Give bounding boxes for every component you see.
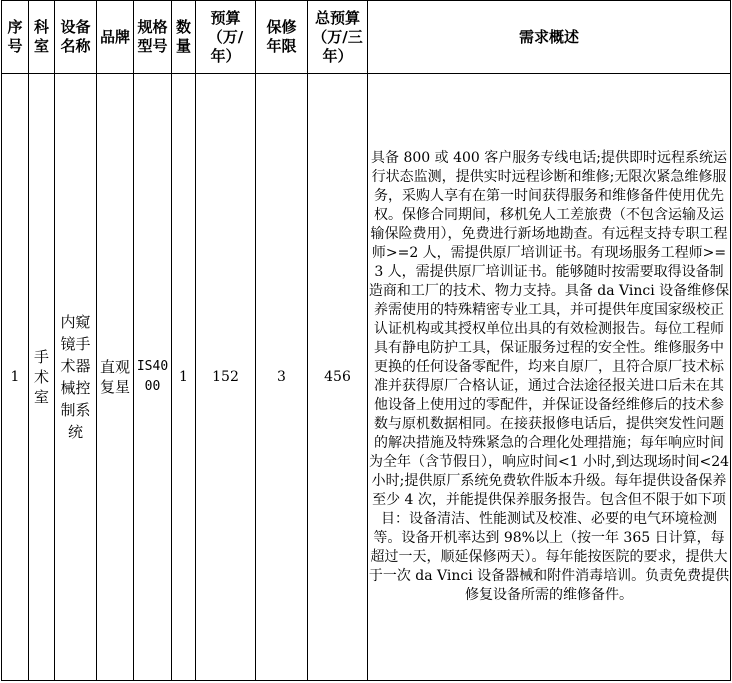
- cell-budget: 152: [196, 74, 256, 681]
- cell-summary: 具备 800 或 400 客户服务专线电话;提供即时远程系统运行状态监测，提供实时远程诊断和维修;无限次紧急维修服务，采购人享有在第一时间获得服务和维修备件使用优先权。保修合同期间，移机免人工差旅费（不包含运输及运输保险费用），免费进行新场地勘查。有远程支持专职工程师>=2 人，需提供原厂培训证书。有现场服务工程师>=3 人，需提供原厂培训证书。能够随时按需要取得设备制造商和工厂的技术、物力支持。具备 da Vinci 设备维修保养需使用的特殊精密专业工具，并可提供年度国家级校正认证机构或其授权单位出具的有效检测报告。每位工程师具有静电防护工具，保证服务过程的安全性。维修服务中更换的任何设备零配件，均来自原厂，且符合原厂技术标准并获得原厂合格认证，通过合法途径报关进口后未在其他设备上使用过的零配件，并保证设备经维修后的技术参数与原机数据相同。在接获报修电话后，提供突发性问题的解决措施及特殊紧急的合理化处理措施；每年响应时间为全年（含节假日），响应时间<1 小时,到达现场时间<24 小时;提供原厂系统免费软件版本升级。每年提供设备保养至少 4 次，并能提供保养服务报告。包含但不限于如下项目：设备清洁、性能测试及校准、必要的电气环境检测等。设备开机率达到 98%以上（按一年 365 日计算，每超过一天，顺延保修两天）。每年能按医院的要求，提供大于一次 da Vinci 设备器械和附件消毒培训。负责免费提供修复设备所需的维修备件。: [368, 74, 731, 681]
- cell-qty: 1: [172, 74, 196, 681]
- cell-brand: 直观复星: [97, 74, 134, 681]
- header-total-budget: 总预算（万/三年）: [308, 1, 368, 74]
- cell-dept: 手术室: [29, 74, 55, 681]
- requirements-table: [1, 0, 731, 681]
- header-warranty: 保修年限: [256, 1, 308, 74]
- cell-device-name: 内窥镜手术器械控制系统: [55, 74, 97, 681]
- cell-seq: 1: [2, 74, 29, 681]
- header-device-name: 设备名称: [55, 1, 97, 74]
- cell-total-budget: 456: [308, 74, 368, 681]
- header-summary: 需求概述: [368, 1, 731, 74]
- header-row: [2, 1, 731, 74]
- header-model: 规格型号: [134, 1, 172, 74]
- header-qty: 数量: [172, 1, 196, 74]
- table-row: [2, 74, 731, 681]
- cell-warranty: 3: [256, 74, 308, 681]
- cell-model: IS4000: [134, 74, 172, 681]
- header-brand: 品牌: [97, 1, 134, 74]
- header-budget: 预算（万/年）: [196, 1, 256, 74]
- header-dept: 科室: [29, 1, 55, 74]
- header-seq: 序号: [2, 1, 29, 74]
